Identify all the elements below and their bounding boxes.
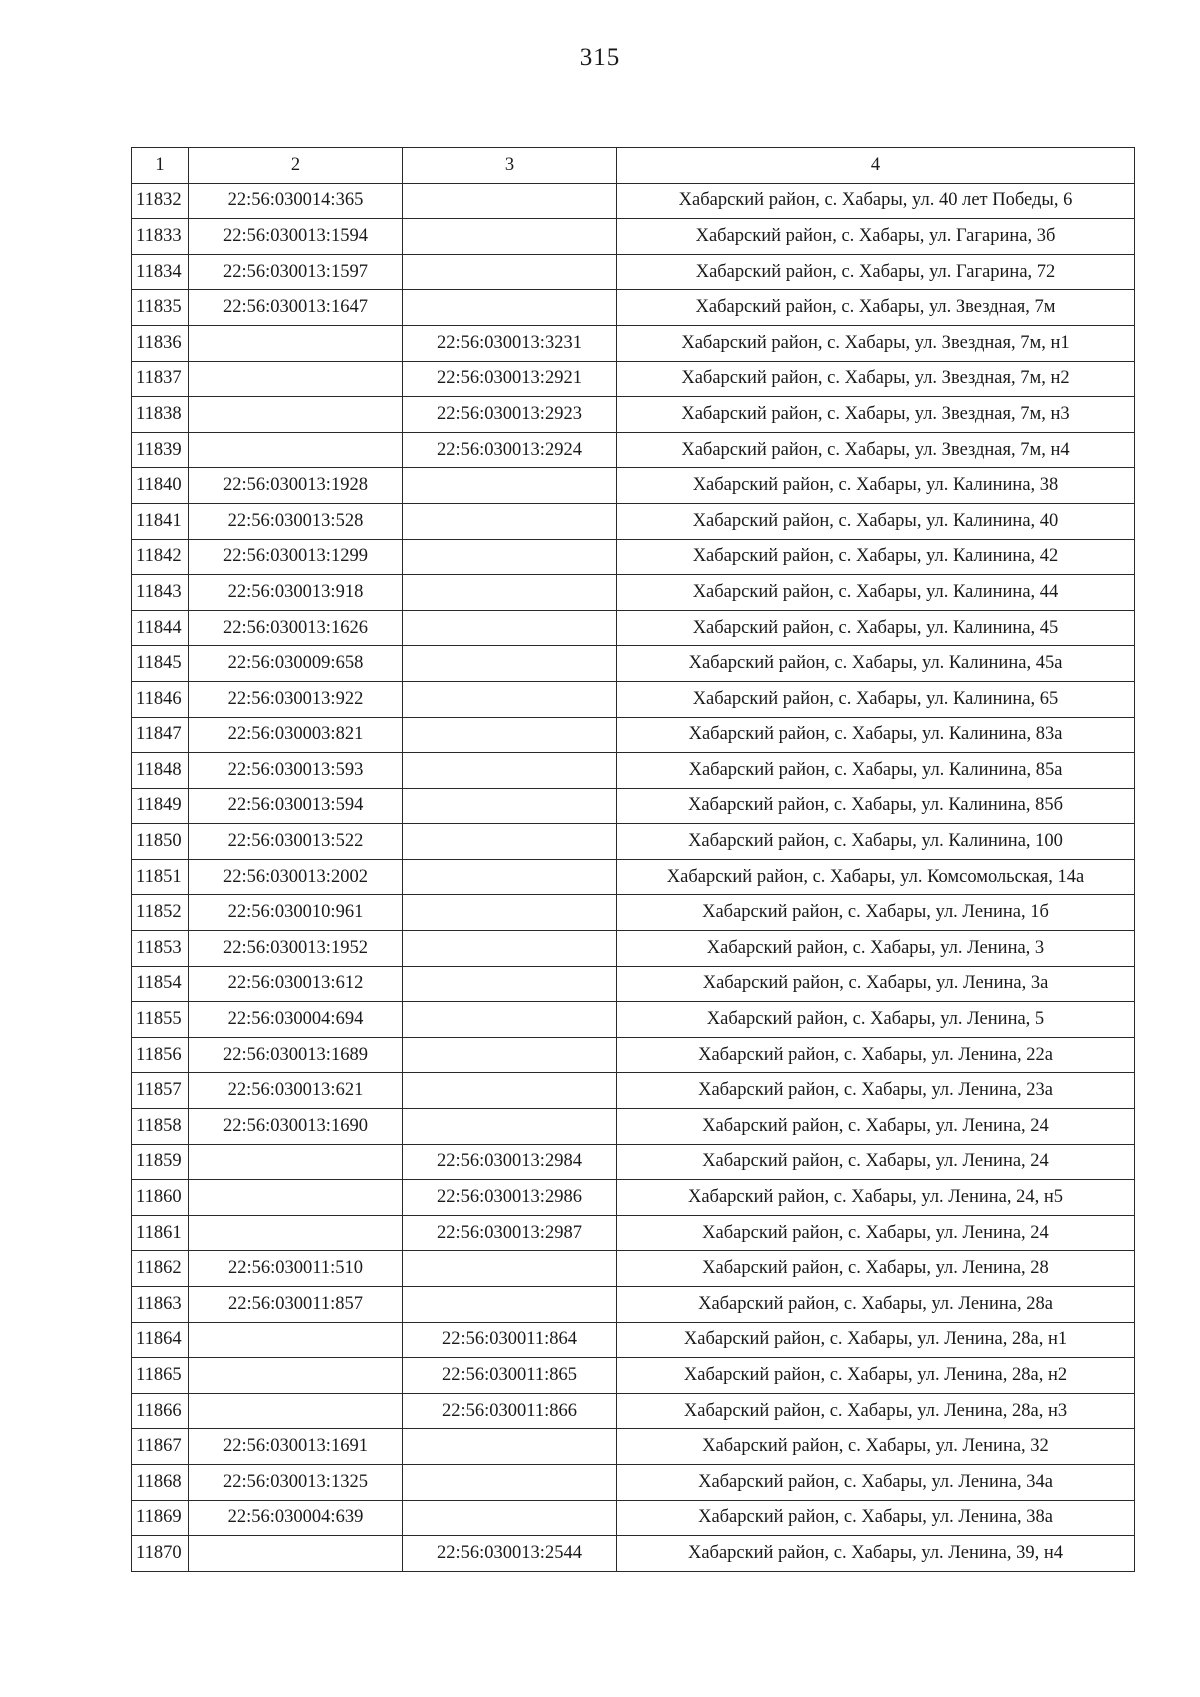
- row-number-cell: 11859: [132, 1144, 189, 1180]
- parcel-cadastral-number-cell: 22:56:030013:1928: [189, 468, 403, 504]
- parcel-cadastral-number-cell: 22:56:030013:1691: [189, 1429, 403, 1465]
- table-row: [132, 468, 1135, 504]
- address-cell: Хабарский район, с. Хабары, ул. Звездная, 7м, н2: [617, 361, 1135, 397]
- parcel-cadastral-number-cell: [189, 361, 403, 397]
- row-number-cell: 11836: [132, 325, 189, 361]
- table-row: [132, 1251, 1135, 1287]
- address-cell: Хабарский район, с. Хабары, ул. Ленина, 3а: [617, 966, 1135, 1002]
- table-row: [132, 361, 1135, 397]
- parcel-cadastral-number-cell: 22:56:030013:1325: [189, 1464, 403, 1500]
- parcel-cadastral-number-cell: 22:56:030010:961: [189, 895, 403, 931]
- parcel-cadastral-number-cell: 22:56:030013:594: [189, 788, 403, 824]
- table-row: [132, 254, 1135, 290]
- column-header-2: 2: [189, 148, 403, 184]
- table-row: [132, 1037, 1135, 1073]
- parcel-cadastral-number-cell: 22:56:030011:510: [189, 1251, 403, 1287]
- row-number-cell: 11837: [132, 361, 189, 397]
- row-number-cell: 11852: [132, 895, 189, 931]
- table-row: [132, 1536, 1135, 1572]
- building-cadastral-number-cell: 22:56:030011:866: [403, 1393, 617, 1429]
- address-cell: Хабарский район, с. Хабары, ул. Калинина, 40: [617, 503, 1135, 539]
- table-row: [132, 1215, 1135, 1251]
- parcel-cadastral-number-cell: [189, 1180, 403, 1216]
- parcel-cadastral-number-cell: 22:56:030013:1952: [189, 931, 403, 967]
- property-register-table: [131, 147, 1135, 1572]
- building-cadastral-number-cell: [403, 254, 617, 290]
- address-cell: Хабарский район, с. Хабары, ул. Гагарина, 3б: [617, 219, 1135, 255]
- building-cadastral-number-cell: [403, 1073, 617, 1109]
- building-cadastral-number-cell: 22:56:030011:865: [403, 1358, 617, 1394]
- column-header-3: 3: [403, 148, 617, 184]
- parcel-cadastral-number-cell: 22:56:030013:1594: [189, 219, 403, 255]
- table-row: [132, 1144, 1135, 1180]
- parcel-cadastral-number-cell: 22:56:030013:2002: [189, 859, 403, 895]
- address-cell: Хабарский район, с. Хабары, ул. Ленина, 23а: [617, 1073, 1135, 1109]
- building-cadastral-number-cell: [403, 1464, 617, 1500]
- parcel-cadastral-number-cell: 22:56:030004:694: [189, 1002, 403, 1038]
- table-row: [132, 290, 1135, 326]
- building-cadastral-number-cell: [403, 468, 617, 504]
- building-cadastral-number-cell: [403, 503, 617, 539]
- row-number-cell: 11838: [132, 397, 189, 433]
- building-cadastral-number-cell: [403, 183, 617, 219]
- building-cadastral-number-cell: [403, 575, 617, 611]
- address-cell: Хабарский район, с. Хабары, ул. Калинина, 83а: [617, 717, 1135, 753]
- row-number-cell: 11843: [132, 575, 189, 611]
- address-cell: Хабарский район, с. Хабары, ул. Ленина, 34а: [617, 1464, 1135, 1500]
- building-cadastral-number-cell: [403, 539, 617, 575]
- address-cell: Хабарский район, с. Хабары, ул. Ленина, 24, н5: [617, 1180, 1135, 1216]
- table-row: [132, 539, 1135, 575]
- building-cadastral-number-cell: 22:56:030013:2984: [403, 1144, 617, 1180]
- address-cell: Хабарский район, с. Хабары, ул. Ленина, 28а, н1: [617, 1322, 1135, 1358]
- table-body: [132, 183, 1135, 1571]
- table-row: [132, 1109, 1135, 1145]
- address-cell: Хабарский район, с. Хабары, ул. Ленина, 24: [617, 1215, 1135, 1251]
- building-cadastral-number-cell: 22:56:030011:864: [403, 1322, 617, 1358]
- row-number-cell: 11846: [132, 681, 189, 717]
- row-number-cell: 11867: [132, 1429, 189, 1465]
- parcel-cadastral-number-cell: [189, 1358, 403, 1394]
- parcel-cadastral-number-cell: 22:56:030013:1689: [189, 1037, 403, 1073]
- address-cell: Хабарский район, с. Хабары, ул. Ленина, 32: [617, 1429, 1135, 1465]
- row-number-cell: 11839: [132, 432, 189, 468]
- table-row: [132, 1287, 1135, 1323]
- parcel-cadastral-number-cell: [189, 325, 403, 361]
- table-row: [132, 788, 1135, 824]
- table-row: [132, 575, 1135, 611]
- parcel-cadastral-number-cell: 22:56:030013:1626: [189, 610, 403, 646]
- address-cell: Хабарский район, с. Хабары, ул. Звездная, 7м, н1: [617, 325, 1135, 361]
- building-cadastral-number-cell: 22:56:030013:2924: [403, 432, 617, 468]
- building-cadastral-number-cell: [403, 681, 617, 717]
- parcel-cadastral-number-cell: 22:56:030013:1647: [189, 290, 403, 326]
- table-row: [132, 1464, 1135, 1500]
- row-number-cell: 11848: [132, 753, 189, 789]
- address-cell: Хабарский район, с. Хабары, ул. Калинина, 100: [617, 824, 1135, 860]
- row-number-cell: 11857: [132, 1073, 189, 1109]
- parcel-cadastral-number-cell: 22:56:030013:918: [189, 575, 403, 611]
- row-number-cell: 11844: [132, 610, 189, 646]
- row-number-cell: 11845: [132, 646, 189, 682]
- column-number-row: [132, 148, 1135, 184]
- parcel-cadastral-number-cell: 22:56:030013:621: [189, 1073, 403, 1109]
- row-number-cell: 11835: [132, 290, 189, 326]
- row-number-cell: 11869: [132, 1500, 189, 1536]
- row-number-cell: 11855: [132, 1002, 189, 1038]
- address-cell: Хабарский район, с. Хабары, ул. Ленина, 39, н4: [617, 1536, 1135, 1572]
- row-number-cell: 11868: [132, 1464, 189, 1500]
- address-cell: Хабарский район, с. Хабары, ул. Калинина, 45: [617, 610, 1135, 646]
- table-row: [132, 824, 1135, 860]
- table-row: [132, 1358, 1135, 1394]
- address-cell: Хабарский район, с. Хабары, ул. Ленина, 28а, н3: [617, 1393, 1135, 1429]
- building-cadastral-number-cell: [403, 1109, 617, 1145]
- parcel-cadastral-number-cell: 22:56:030011:857: [189, 1287, 403, 1323]
- row-number-cell: 11854: [132, 966, 189, 1002]
- parcel-cadastral-number-cell: [189, 1322, 403, 1358]
- parcel-cadastral-number-cell: 22:56:030003:821: [189, 717, 403, 753]
- table-row: [132, 183, 1135, 219]
- parcel-cadastral-number-cell: 22:56:030013:922: [189, 681, 403, 717]
- parcel-cadastral-number-cell: 22:56:030013:593: [189, 753, 403, 789]
- table-row: [132, 1393, 1135, 1429]
- building-cadastral-number-cell: [403, 1251, 617, 1287]
- parcel-cadastral-number-cell: 22:56:030013:612: [189, 966, 403, 1002]
- building-cadastral-number-cell: [403, 1500, 617, 1536]
- building-cadastral-number-cell: 22:56:030013:2986: [403, 1180, 617, 1216]
- row-number-cell: 11841: [132, 503, 189, 539]
- row-number-cell: 11842: [132, 539, 189, 575]
- table-row: [132, 1180, 1135, 1216]
- address-cell: Хабарский район, с. Хабары, ул. Ленина, 28а: [617, 1287, 1135, 1323]
- row-number-cell: 11856: [132, 1037, 189, 1073]
- parcel-cadastral-number-cell: [189, 1215, 403, 1251]
- row-number-cell: 11851: [132, 859, 189, 895]
- table-row: [132, 717, 1135, 753]
- address-cell: Хабарский район, с. Хабары, ул. Ленина, 28: [617, 1251, 1135, 1287]
- table-row: [132, 503, 1135, 539]
- building-cadastral-number-cell: [403, 859, 617, 895]
- row-number-cell: 11861: [132, 1215, 189, 1251]
- building-cadastral-number-cell: [403, 1287, 617, 1323]
- address-cell: Хабарский район, с. Хабары, ул. Комсомольская, 14а: [617, 859, 1135, 895]
- table-row: [132, 1429, 1135, 1465]
- address-cell: Хабарский район, с. Хабары, ул. Калинина, 45а: [617, 646, 1135, 682]
- parcel-cadastral-number-cell: 22:56:030013:522: [189, 824, 403, 860]
- address-cell: Хабарский район, с. Хабары, ул. Калинина, 85а: [617, 753, 1135, 789]
- building-cadastral-number-cell: 22:56:030013:2987: [403, 1215, 617, 1251]
- table-row: [132, 895, 1135, 931]
- address-cell: Хабарский район, с. Хабары, ул. Калинина, 65: [617, 681, 1135, 717]
- building-cadastral-number-cell: [403, 610, 617, 646]
- parcel-cadastral-number-cell: 22:56:030013:1597: [189, 254, 403, 290]
- table-row: [132, 966, 1135, 1002]
- building-cadastral-number-cell: [403, 1429, 617, 1465]
- building-cadastral-number-cell: [403, 753, 617, 789]
- address-cell: Хабарский район, с. Хабары, ул. Калинина, 42: [617, 539, 1135, 575]
- table-row: [132, 681, 1135, 717]
- address-cell: Хабарский район, с. Хабары, ул. Ленина, 3: [617, 931, 1135, 967]
- building-cadastral-number-cell: 22:56:030013:3231: [403, 325, 617, 361]
- row-number-cell: 11834: [132, 254, 189, 290]
- row-number-cell: 11853: [132, 931, 189, 967]
- table-row: [132, 1500, 1135, 1536]
- building-cadastral-number-cell: 22:56:030013:2921: [403, 361, 617, 397]
- building-cadastral-number-cell: [403, 895, 617, 931]
- address-cell: Хабарский район, с. Хабары, ул. Звездная, 7м: [617, 290, 1135, 326]
- address-cell: Хабарский район, с. Хабары, ул. 40 лет Победы, 6: [617, 183, 1135, 219]
- table-row: [132, 219, 1135, 255]
- row-number-cell: 11866: [132, 1393, 189, 1429]
- table-row: [132, 753, 1135, 789]
- table-row: [132, 1073, 1135, 1109]
- table-row: [132, 646, 1135, 682]
- building-cadastral-number-cell: [403, 1002, 617, 1038]
- parcel-cadastral-number-cell: 22:56:030013:1690: [189, 1109, 403, 1145]
- address-cell: Хабарский район, с. Хабары, ул. Гагарина, 72: [617, 254, 1135, 290]
- address-cell: Хабарский район, с. Хабары, ул. Ленина, 38а: [617, 1500, 1135, 1536]
- table-row: [132, 325, 1135, 361]
- parcel-cadastral-number-cell: 22:56:030013:528: [189, 503, 403, 539]
- parcel-cadastral-number-cell: 22:56:030014:365: [189, 183, 403, 219]
- column-header-1: 1: [132, 148, 189, 184]
- building-cadastral-number-cell: [403, 931, 617, 967]
- parcel-cadastral-number-cell: 22:56:030004:639: [189, 1500, 403, 1536]
- address-cell: Хабарский район, с. Хабары, ул. Ленина, 24: [617, 1144, 1135, 1180]
- building-cadastral-number-cell: [403, 966, 617, 1002]
- address-cell: Хабарский район, с. Хабары, ул. Звездная, 7м, н3: [617, 397, 1135, 433]
- table-row: [132, 1002, 1135, 1038]
- building-cadastral-number-cell: [403, 646, 617, 682]
- building-cadastral-number-cell: 22:56:030013:2923: [403, 397, 617, 433]
- row-number-cell: 11833: [132, 219, 189, 255]
- address-cell: Хабарский район, с. Хабары, ул. Калинина, 85б: [617, 788, 1135, 824]
- building-cadastral-number-cell: 22:56:030013:2544: [403, 1536, 617, 1572]
- row-number-cell: 11864: [132, 1322, 189, 1358]
- address-cell: Хабарский район, с. Хабары, ул. Ленина, 1б: [617, 895, 1135, 931]
- row-number-cell: 11849: [132, 788, 189, 824]
- row-number-cell: 11858: [132, 1109, 189, 1145]
- row-number-cell: 11840: [132, 468, 189, 504]
- address-cell: Хабарский район, с. Хабары, ул. Калинина, 44: [617, 575, 1135, 611]
- row-number-cell: 11862: [132, 1251, 189, 1287]
- table-row: [132, 1322, 1135, 1358]
- address-cell: Хабарский район, с. Хабары, ул. Ленина, 24: [617, 1109, 1135, 1145]
- column-header-4: 4: [617, 148, 1135, 184]
- row-number-cell: 11865: [132, 1358, 189, 1394]
- row-number-cell: 11832: [132, 183, 189, 219]
- parcel-cadastral-number-cell: [189, 397, 403, 433]
- page-number: 315: [579, 44, 621, 71]
- row-number-cell: 11863: [132, 1287, 189, 1323]
- row-number-cell: 11860: [132, 1180, 189, 1216]
- address-cell: Хабарский район, с. Хабары, ул. Ленина, 5: [617, 1002, 1135, 1038]
- table-row: [132, 397, 1135, 433]
- table-row: [132, 931, 1135, 967]
- row-number-cell: 11847: [132, 717, 189, 753]
- parcel-cadastral-number-cell: [189, 1536, 403, 1572]
- parcel-cadastral-number-cell: [189, 1144, 403, 1180]
- address-cell: Хабарский район, с. Хабары, ул. Звездная, 7м, н4: [617, 432, 1135, 468]
- parcel-cadastral-number-cell: 22:56:030009:658: [189, 646, 403, 682]
- building-cadastral-number-cell: [403, 1037, 617, 1073]
- address-cell: Хабарский район, с. Хабары, ул. Ленина, 28а, н2: [617, 1358, 1135, 1394]
- row-number-cell: 11870: [132, 1536, 189, 1572]
- address-cell: Хабарский район, с. Хабары, ул. Ленина, 22а: [617, 1037, 1135, 1073]
- parcel-cadastral-number-cell: [189, 1393, 403, 1429]
- building-cadastral-number-cell: [403, 219, 617, 255]
- table-row: [132, 859, 1135, 895]
- address-cell: Хабарский район, с. Хабары, ул. Калинина, 38: [617, 468, 1135, 504]
- table-row: [132, 432, 1135, 468]
- parcel-cadastral-number-cell: 22:56:030013:1299: [189, 539, 403, 575]
- building-cadastral-number-cell: [403, 717, 617, 753]
- building-cadastral-number-cell: [403, 788, 617, 824]
- parcel-cadastral-number-cell: [189, 432, 403, 468]
- row-number-cell: 11850: [132, 824, 189, 860]
- building-cadastral-number-cell: [403, 824, 617, 860]
- table-row: [132, 610, 1135, 646]
- building-cadastral-number-cell: [403, 290, 617, 326]
